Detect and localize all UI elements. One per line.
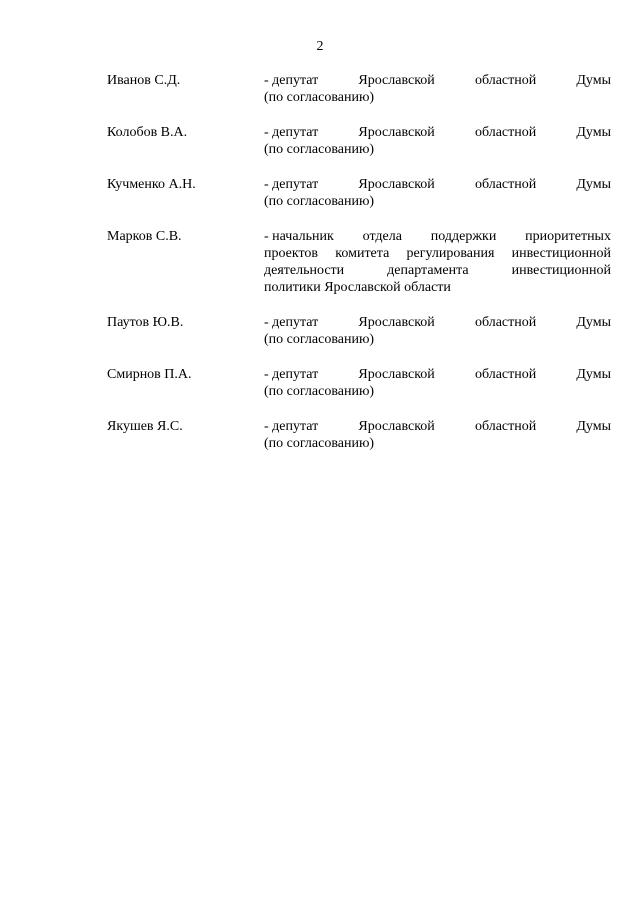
role-word: - депутат xyxy=(264,73,319,88)
role-word: Думы xyxy=(576,73,611,88)
role-word: отдела xyxy=(362,229,402,244)
member-name: Кучменко А.Н. xyxy=(107,177,196,192)
member-entry xyxy=(107,124,611,158)
role-word: инвестиционной xyxy=(511,263,611,278)
role-word: поддержки xyxy=(430,229,497,244)
role-word: регулирования xyxy=(406,246,495,261)
role-line xyxy=(264,314,611,331)
role-word: областной xyxy=(474,177,537,192)
role-line xyxy=(264,141,611,158)
role-word: приоритетных xyxy=(525,229,611,244)
role-word: (по согласованию) xyxy=(264,194,375,209)
role-line xyxy=(264,418,611,435)
member-role xyxy=(264,176,611,210)
role-word: - депутат xyxy=(264,315,319,330)
role-line xyxy=(264,89,611,106)
member-name: Марков С.В. xyxy=(107,229,182,244)
role-word: инвестиционной xyxy=(511,246,611,261)
role-word: Думы xyxy=(576,419,611,434)
role-word: Думы xyxy=(576,367,611,382)
role-line xyxy=(264,245,611,262)
role-line xyxy=(264,72,611,89)
role-word: Ярославской xyxy=(358,177,435,192)
role-word: Думы xyxy=(576,315,611,330)
member-entry xyxy=(107,72,611,106)
role-word: (по согласованию) xyxy=(264,332,375,347)
member-entry xyxy=(107,314,611,348)
role-word: - депутат xyxy=(264,177,319,192)
role-line xyxy=(264,124,611,141)
role-word: (по согласованию) xyxy=(264,142,375,157)
role-word: (по согласованию) xyxy=(264,436,375,451)
role-line xyxy=(264,193,611,210)
role-line xyxy=(264,435,611,452)
member-name: Якушев Я.С. xyxy=(107,419,183,434)
member-role xyxy=(264,228,611,296)
member-name: Иванов С.Д. xyxy=(107,73,181,88)
role-line xyxy=(264,279,611,296)
role-word: областной xyxy=(474,315,537,330)
role-word: - начальник xyxy=(264,229,334,244)
member-name: Смирнов П.А. xyxy=(107,367,192,382)
role-word: областной xyxy=(474,367,537,382)
role-line xyxy=(264,228,611,245)
member-entry xyxy=(107,418,611,452)
role-word: Ярославской xyxy=(358,367,435,382)
member-list xyxy=(107,72,611,470)
role-line xyxy=(264,366,611,383)
role-word: Ярославской xyxy=(358,315,435,330)
page-number: 2 xyxy=(316,39,324,54)
member-role xyxy=(264,124,611,158)
role-word: Ярославской xyxy=(358,419,435,434)
member-role xyxy=(264,366,611,400)
role-word: - депутат xyxy=(264,367,319,382)
role-word: деятельности xyxy=(264,263,345,278)
role-word: Думы xyxy=(576,177,611,192)
role-word: областной xyxy=(474,73,537,88)
role-word: департамента xyxy=(387,263,469,278)
role-word: Ярославской xyxy=(358,73,435,88)
role-word: (по согласованию) xyxy=(264,384,375,399)
member-role xyxy=(264,314,611,348)
role-word: - депутат xyxy=(264,419,319,434)
member-entry xyxy=(107,176,611,210)
role-line xyxy=(264,262,611,279)
member-entry xyxy=(107,366,611,400)
role-word: комитета xyxy=(335,246,390,261)
member-role xyxy=(264,72,611,106)
role-word: областной xyxy=(474,125,537,140)
role-word: - депутат xyxy=(264,125,319,140)
role-word: Ярославской xyxy=(358,125,435,140)
member-entry xyxy=(107,228,611,296)
role-line xyxy=(264,383,611,400)
member-role xyxy=(264,418,611,452)
member-name: Колобов В.А. xyxy=(107,125,188,140)
role-word: политики Ярославской области xyxy=(264,280,451,295)
role-word: проектов xyxy=(264,246,319,261)
role-word: областной xyxy=(474,419,537,434)
role-line xyxy=(264,331,611,348)
role-line xyxy=(264,176,611,193)
member-name: Паутов Ю.В. xyxy=(107,315,184,330)
role-word: (по согласованию) xyxy=(264,90,375,105)
role-word: Думы xyxy=(576,125,611,140)
